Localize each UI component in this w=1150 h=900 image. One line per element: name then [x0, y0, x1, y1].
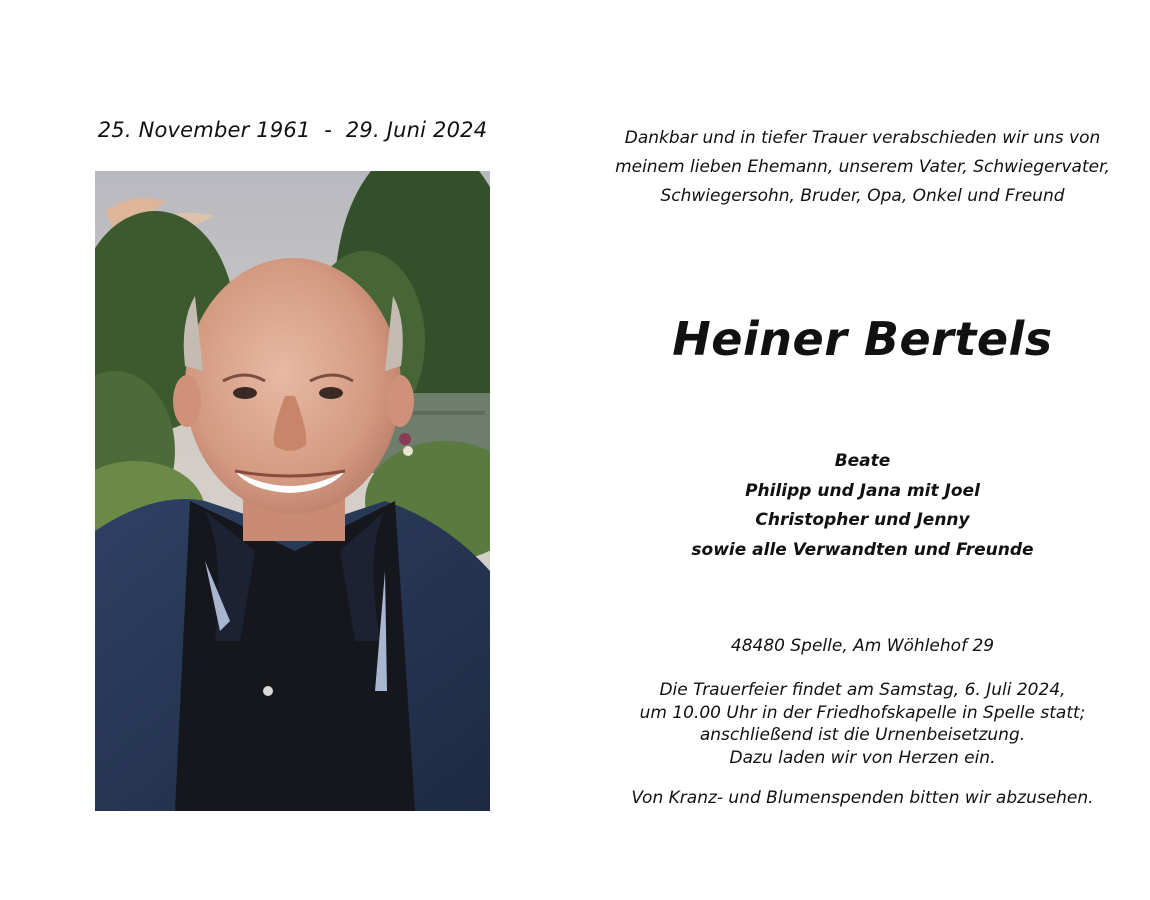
service-line: um 10.00 Uhr in der Friedhofskapelle in Spelle statt; — [639, 702, 1086, 723]
mourner-line: Christopher und Jenny — [755, 510, 970, 530]
service-line: Dazu laden wir von Herzen ein. — [729, 747, 996, 768]
address: 48480 Spelle, Am Wöhlehof 29 — [730, 636, 995, 656]
intro-line: meinem lieben Ehemann, unserem Vater, Schwiegervater, — [615, 157, 1110, 177]
deceased-name: Heiner Bertels — [672, 312, 1053, 366]
life-dates: 25. November 1961 - 29. Juni 2024 — [97, 118, 488, 142]
intro-line: Dankbar und in tiefer Trauer verabschieden wir uns von — [624, 128, 1101, 148]
mourner-line: Beate — [834, 451, 891, 471]
service-info — [610, 679, 1115, 769]
mourners-list — [610, 447, 1115, 565]
mourner-line: Philipp und Jana mit Joel — [745, 480, 980, 501]
mourner-line: sowie alle Verwandten und Freunde — [691, 539, 1034, 560]
service-line: anschließend ist die Urnenbeisetzung. — [699, 725, 1026, 745]
service-line: Die Trauerfeier findet am Samstag, 6. Juli 2024, — [659, 680, 1066, 700]
intro-text — [610, 124, 1115, 211]
portrait-photo — [95, 171, 490, 811]
intro-line: Schwiegersohn, Bruder, Opa, Onkel und Freund — [660, 186, 1065, 206]
flowers-note: Von Kranz- und Blumenspenden bitten wir abzusehen. — [631, 788, 1094, 808]
portrait-photo-icon — [95, 171, 490, 811]
